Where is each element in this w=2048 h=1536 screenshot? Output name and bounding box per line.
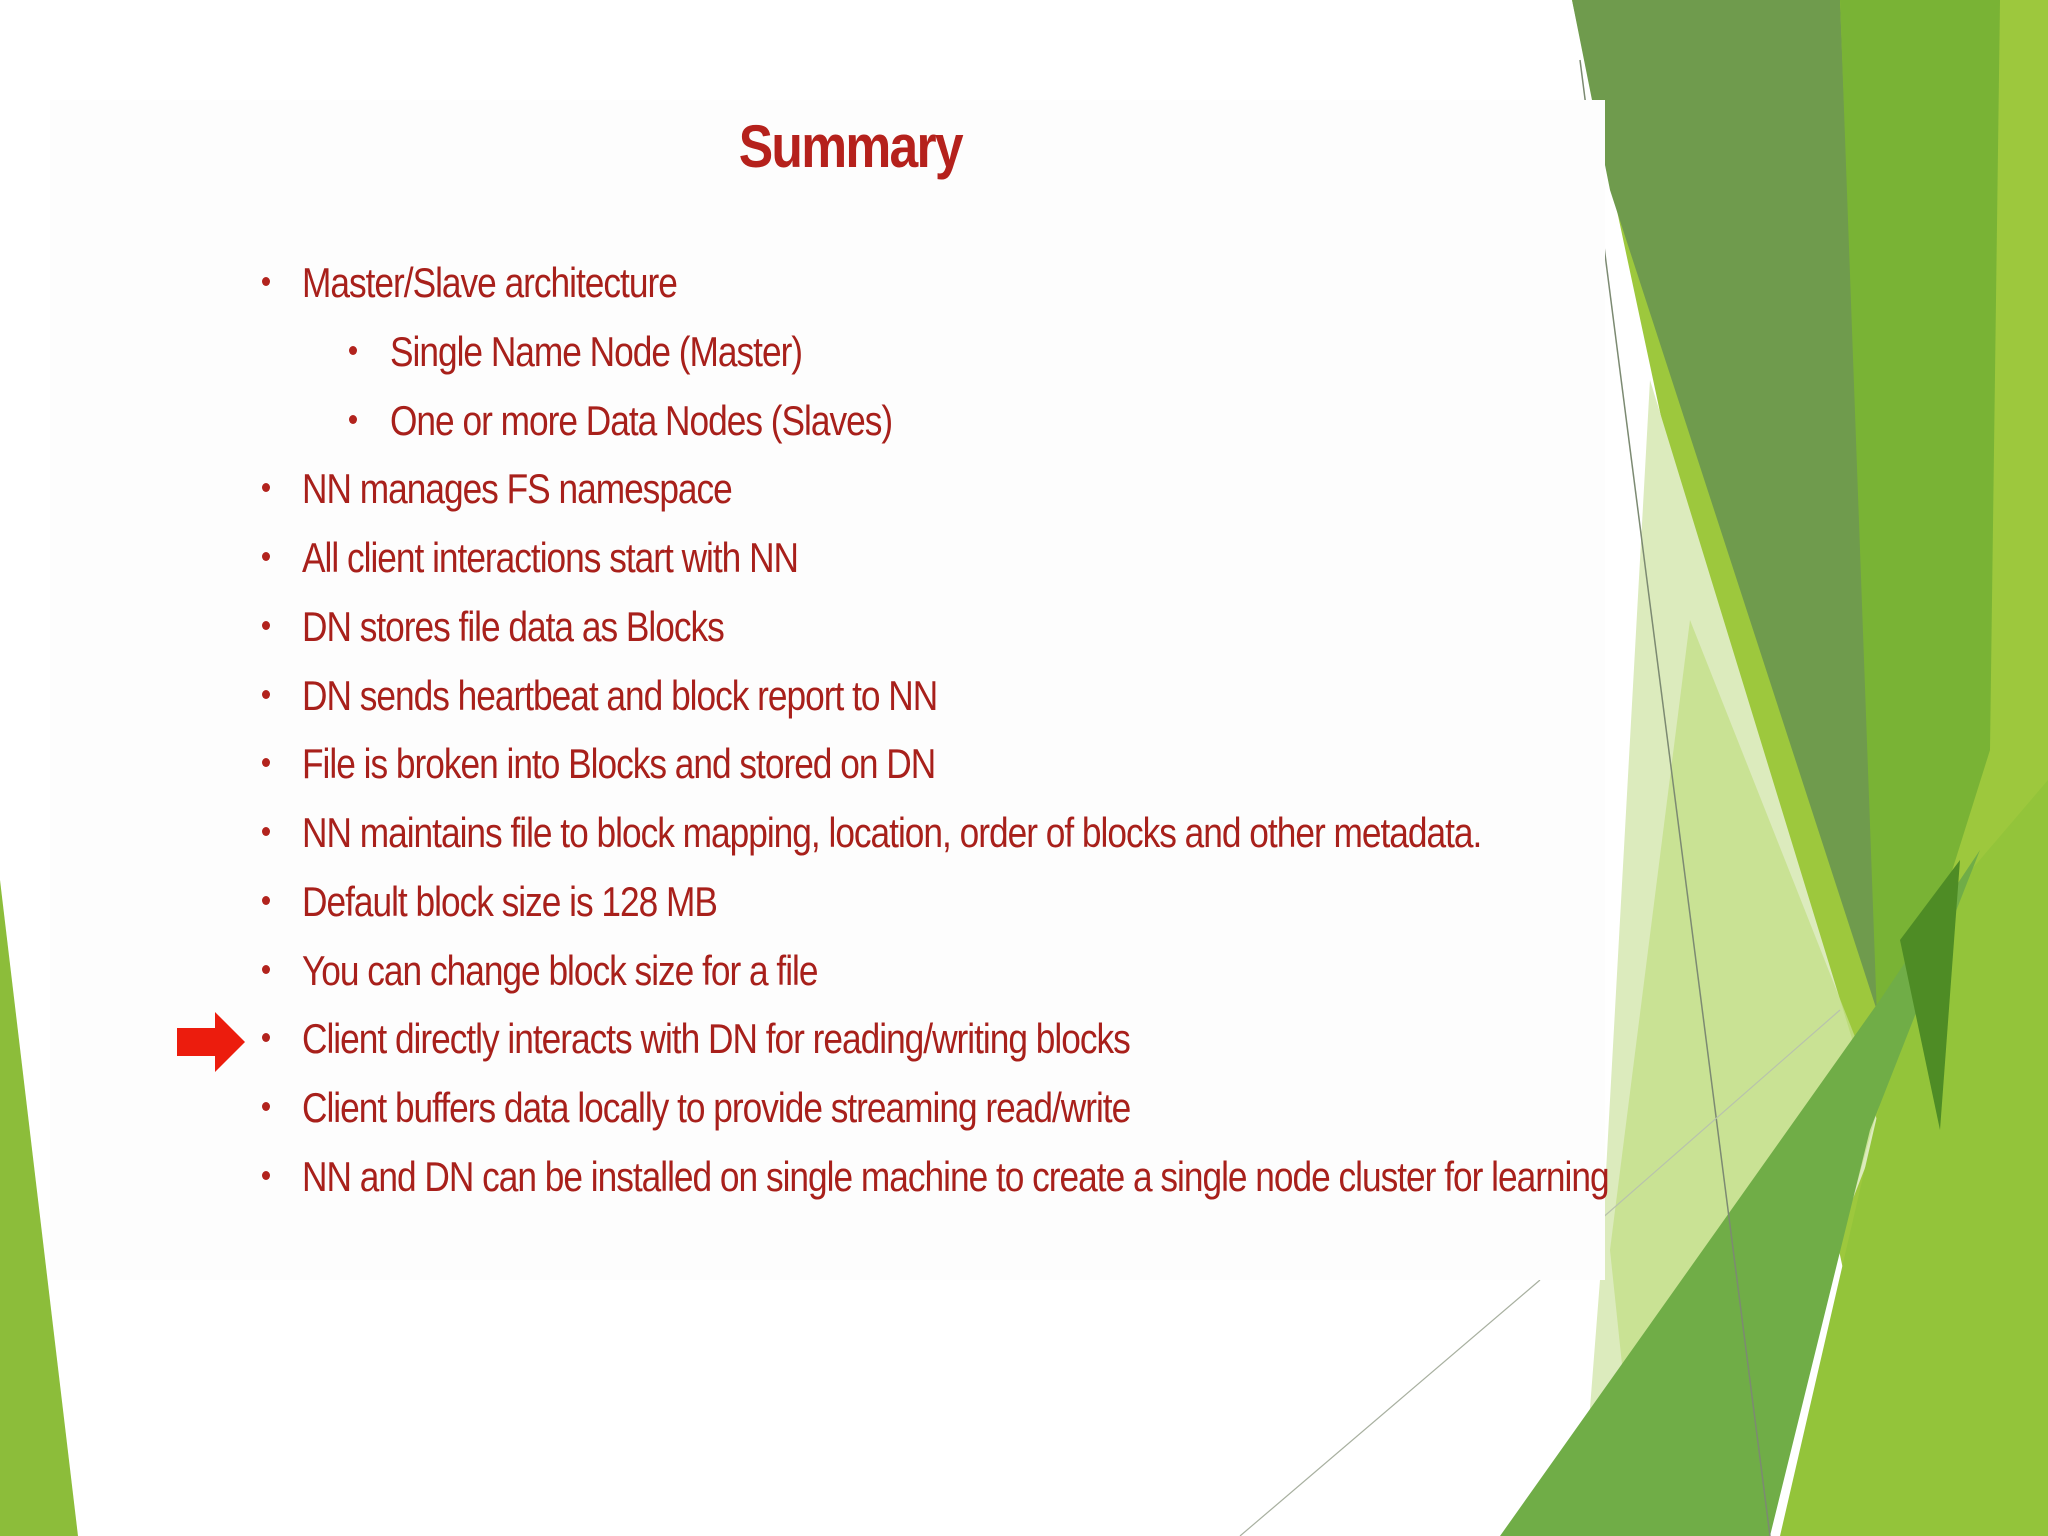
bullet-dot-icon xyxy=(262,896,270,905)
right-arrow-icon xyxy=(175,1010,247,1074)
bullet-dot-icon xyxy=(262,1171,270,1180)
bullet-dot-icon xyxy=(262,552,270,561)
list-item-text: DN stores file data as Blocks xyxy=(302,602,724,650)
bullet-dot-icon xyxy=(349,415,357,424)
bullet-dot-icon xyxy=(262,827,270,836)
bullet-dot-icon xyxy=(262,277,270,286)
list-item-text: Master/Slave architecture xyxy=(302,259,677,306)
list-item-text: One or more Data Nodes (Slaves) xyxy=(390,396,893,444)
list-item-text: DN sends heartbeat and block report to NN xyxy=(302,671,938,719)
bullet-dot-icon xyxy=(262,965,270,974)
thin-bottom-line xyxy=(1240,1280,1540,1536)
list-item-text: Client directly interacts with DN for reading/writing blocks xyxy=(302,1015,1130,1063)
bullet-dot-icon xyxy=(349,346,357,355)
list-item-text: Default block size is 128 MB xyxy=(302,877,717,925)
list-item-text: NN manages FS namespace xyxy=(302,465,732,513)
list-item-text: NN maintains file to block mapping, location, order of blocks and other metadata. xyxy=(302,809,1482,856)
list-item-text: Client buffers data locally to provide streaming read/write xyxy=(302,1084,1131,1131)
bullet-dot-icon xyxy=(262,621,270,630)
list-item-text: All client interactions start with NN xyxy=(302,534,799,581)
list-item-text: Single Name Node (Master) xyxy=(390,327,803,375)
bullet-dot-icon xyxy=(262,1102,270,1111)
list-item-text: You can change block size for a file xyxy=(302,946,818,994)
slide-title: Summary xyxy=(738,113,962,180)
list-item-text: NN and DN can be installed on single machine to create a single node cluster for learning xyxy=(302,1152,1609,1200)
list-item-text: File is broken into Blocks and stored on DN xyxy=(302,740,936,788)
bullet-dot-icon xyxy=(262,690,270,699)
